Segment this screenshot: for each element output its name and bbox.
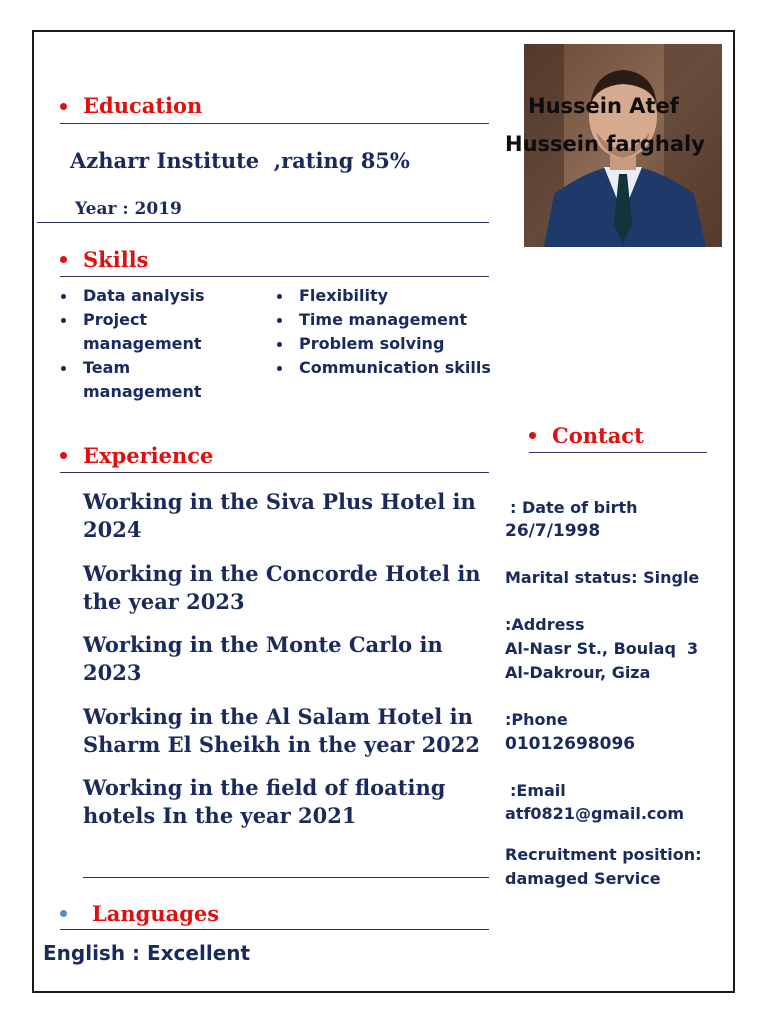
contact-phone-label: :Phone [505,710,568,729]
contact-address-line1: Al-Nasr St., Boulaq 3 [505,639,699,658]
contact-dob-label: : Date of birth [510,498,638,517]
experience-bottom-rule [83,877,489,878]
experience-item-line: 2024 [83,517,142,542]
experience-item [83,774,483,830]
skill-item: management [83,382,202,401]
experience-item-line: 2023 [83,660,142,685]
languages-heading: Languages [92,901,220,926]
contact-rule [529,452,707,453]
skill-item: Problem solving [299,334,445,353]
experience-item [83,631,483,687]
education-bottom-rule [37,222,489,223]
language-english: English : Excellent [43,941,251,965]
education-heading: Education [83,93,203,118]
contact-heading: Contact [552,423,644,448]
name-line-1: Hussein Atef [528,94,679,118]
name-line-2: Hussein farghaly [505,132,705,156]
contact-bullet [529,432,536,439]
skill-item: Team [83,358,131,377]
experience-item [83,488,483,544]
experience-item-line: Working in the Siva Plus Hotel in [83,489,476,514]
contact-dob-value: 26/7/1998 [505,521,601,541]
education-year: Year : 2019 [75,199,182,219]
contact-position-value: damaged Service [505,869,661,888]
experience-rule [60,472,489,473]
contact-marital: Marital status: Single [505,568,700,587]
experience-item-line: Working in the Concorde Hotel in [83,561,481,586]
education-institute: Azharr Institute ,rating 85% [70,148,410,173]
skills-heading: Skills [83,247,149,272]
experience-item-line: Working in the Al Salam Hotel in [83,704,473,729]
skill-bullet [277,366,282,371]
contact-email-label: :Email [510,781,566,800]
skill-item: Flexibility [299,286,389,305]
skill-item: management [83,334,202,353]
skill-bullet [277,294,282,299]
experience-item-line: Working in the field of floating [83,775,446,800]
skills-bullet [60,256,67,263]
skill-bullet [61,294,66,299]
languages-bullet [60,910,67,917]
experience-item-line: the year 2023 [83,589,245,614]
experience-item [83,560,483,616]
languages-rule [60,929,489,930]
contact-address-line2: Al-Dakrour, Giza [505,663,651,682]
skill-item: Time management [299,310,468,329]
education-rule [60,123,489,124]
skill-item: Communication skills [299,358,491,377]
skill-bullet [277,342,282,347]
experience-bullet [60,452,67,459]
experience-item-line: Sharm El Sheikh in the year 2022 [83,732,481,757]
skill-item: Project [83,310,148,329]
contact-address-label: :Address [505,615,585,634]
experience-heading: Experience [83,443,214,468]
experience-item [83,703,483,759]
skill-item: Data analysis [83,286,205,305]
skill-bullet [61,318,66,323]
contact-phone-value: 01012698096 [505,734,636,754]
skill-bullet [277,318,282,323]
experience-item-line: Working in the Monte Carlo in [83,632,443,657]
skills-rule [60,276,489,277]
education-bullet [60,103,67,110]
contact-email-value[interactable]: atf0821@gmail.com [505,804,685,823]
experience-item-line: hotels In the year 2021 [83,803,357,828]
contact-position-label: Recruitment position: [505,845,702,864]
skill-bullet [61,366,66,371]
